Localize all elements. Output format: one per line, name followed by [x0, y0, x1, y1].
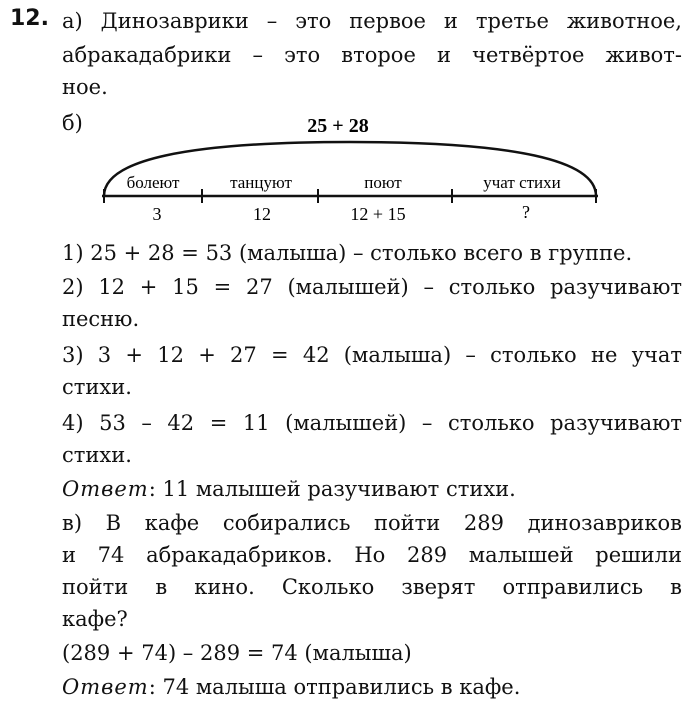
step-3: 3) 3 + 12 + 27 = 42 (малыша) – столько не учат: [62, 343, 682, 367]
answer-c-text: : 74 малыша отправились в кафе.: [148, 675, 521, 699]
step-4: 4) 53 – 42 = 11 (малышей) – столько разучивают: [62, 411, 682, 435]
part-a-line-3: ное.: [62, 75, 108, 99]
task-number: 12.: [10, 6, 49, 31]
segment-name-4: учат стихи: [483, 173, 561, 192]
answer-b: [62, 474, 682, 504]
part-b-label: б): [62, 111, 83, 135]
answer-c-label: Ответ: [62, 675, 149, 699]
part-c-line-1: в) В кафе собирались пойти 289 динозавриков: [62, 511, 682, 535]
segment-name-1: болеют: [126, 173, 180, 192]
segment-diagram: [0, 0, 700, 230]
segment-value-3: 12 + 15: [350, 204, 406, 224]
segment-name-2: танцуют: [230, 173, 292, 192]
part-a-line-1: а) Динозаврики – это первое и третье животное,: [62, 9, 682, 33]
step-2-cont: песню.: [62, 307, 140, 331]
step-1: 1) 25 + 28 = 53 (малыша) – столько всего в группе.: [62, 241, 633, 265]
answer-b-text: : 11 малышей разучивают стихи.: [148, 477, 516, 501]
part-c-line-4: кафе?: [62, 607, 128, 631]
answer-b-label: Ответ: [62, 477, 149, 501]
part-c-solution: (289 + 74) – 289 = 74 (малыша): [62, 641, 412, 665]
segment-value-2: 12: [253, 204, 271, 224]
part-a-line-2: абракадабрики – это второе и четвёртое живот-: [62, 43, 682, 67]
segment-value-1: 3: [152, 204, 162, 224]
step-3-cont: стихи.: [62, 375, 132, 399]
segment-name-3: поют: [364, 173, 402, 192]
part-c-line-2: и 74 абракадабриков. Но 289 малышей решили: [62, 543, 682, 567]
step-2: 2) 12 + 15 = 27 (малышей) – столько разучивают: [62, 275, 682, 299]
diagram-total-label: 25 + 28: [307, 115, 369, 137]
answer-c: [62, 672, 682, 702]
segment-value-4: ?: [522, 202, 530, 222]
part-c-line-3: пойти в кино. Сколько зверят отправились в: [62, 575, 682, 599]
step-4-cont: стихи.: [62, 443, 132, 467]
